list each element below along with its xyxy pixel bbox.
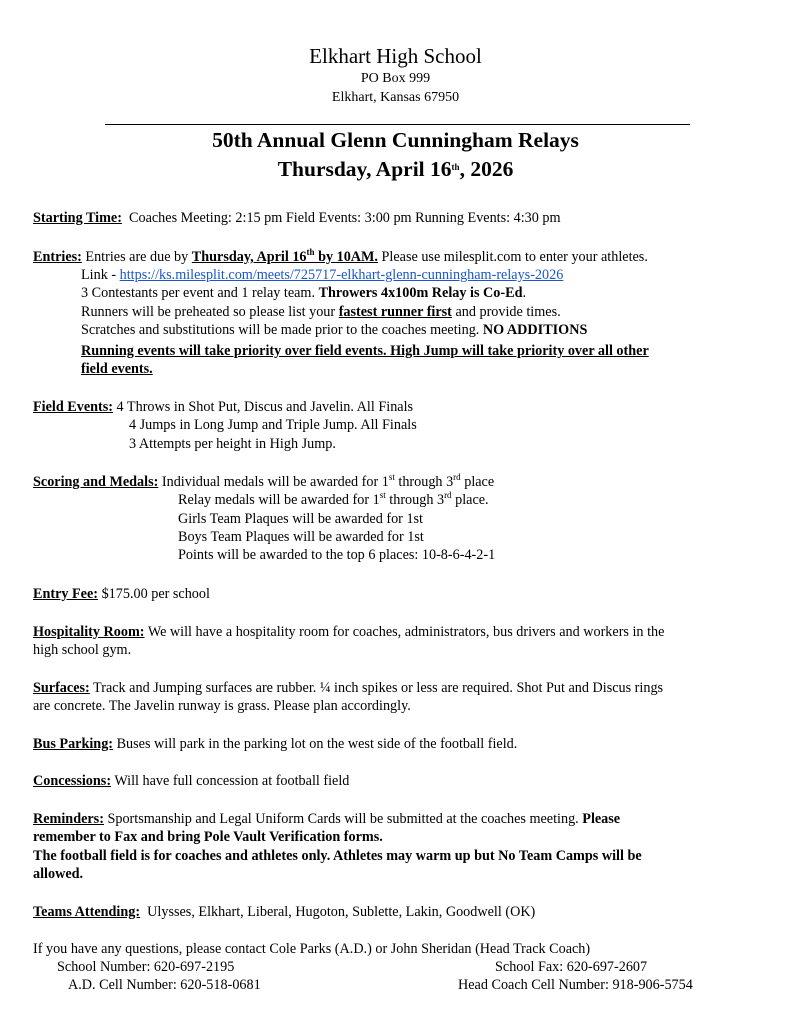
entries-line-5: Scratches and substitutions will be made prior to the coaches meeting. NO ADDITIONS — [81, 322, 588, 338]
entries-line-3: 3 Contestants per event and 1 relay team. Throwers 4x100m Relay is Co-Ed. — [81, 285, 527, 301]
scoring-line-5: Points will be awarded to the top 6 places: 10-8-6-4-2-1 — [178, 547, 496, 563]
teams-attending-line: Teams Attending: Ulysses, Elkhart, Liberal, Hugoton, Sublette, Lakin, Goodwell (OK) — [33, 904, 536, 920]
teams-attending-label: Teams Attending: — [33, 904, 141, 920]
field-events-label: Field Events: — [33, 399, 113, 415]
scoring-line-3: Girls Team Plaques will be awarded for 1st — [178, 511, 423, 527]
starting-time-label: Starting Time: — [33, 210, 122, 226]
entries-line-1: Entries: Entries are due by Thursday, April 16th by 10AM. Please use milesplit.com to enter your athletes. — [33, 247, 648, 265]
surfaces-label: Surfaces: — [33, 680, 90, 696]
scoring-line-1: Scoring and Medals: Individual medals will be awarded for 1st through 3rd place — [33, 472, 495, 490]
starting-time-line: Starting Time: Coaches Meeting: 2:15 pm Field Events: 3:00 pm Running Events: 4:30 pm — [33, 210, 561, 226]
header-divider — [105, 124, 690, 125]
entries-label: Entries: — [33, 249, 82, 265]
scoring-label: Scoring and Medals: — [33, 474, 159, 490]
head-coach-cell-number: Head Coach Cell Number: 918-906-5754 — [458, 977, 693, 993]
entries-line-4: Runners will be preheated so please list your fastest runner first and provide times. — [81, 304, 561, 320]
surfaces-line-2: are concrete. The Javelin runway is grass. Please plan accordingly. — [33, 698, 411, 714]
field-events-line-2: 4 Jumps in Long Jump and Triple Jump. All Finals — [129, 417, 417, 433]
reminders-line-3: The football field is for coaches and athletes only. Athletes may warm up but No Team Camps will be — [33, 848, 642, 864]
entries-line-6: Running events will take priority over field events. High Jump will take priority over all other — [81, 343, 649, 359]
milesplit-link[interactable]: https://ks.milesplit.com/meets/725717-elkhart-glenn-cunningham-relays-2026 — [119, 267, 564, 283]
event-title: 50th Annual Glenn Cunningham Relays — [212, 128, 579, 152]
hospitality-line-1: Hospitality Room: We will have a hospitality room for coaches, administrators, bus drivers and workers in the — [33, 624, 665, 640]
surfaces-line-1: Surfaces: Track and Jumping surfaces are rubber. ¼ inch spikes or less are required. Shot Put and Discus rings — [33, 680, 664, 696]
ad-cell-number: A.D. Cell Number: 620-518-0681 — [68, 977, 261, 993]
reminders-label: Reminders: — [33, 811, 104, 827]
entries-link-line: Link - https://ks.milesplit.com/meets/725717-elkhart-glenn-cunningham-relays-2026 — [81, 267, 564, 283]
reminders-line-4: allowed. — [33, 866, 84, 882]
address-line-2: Elkhart, Kansas 67950 — [331, 90, 460, 105]
scoring-line-4: Boys Team Plaques will be awarded for 1st — [178, 529, 424, 545]
entry-fee-label: Entry Fee: — [33, 586, 99, 602]
concessions-line: Concessions: Will have full concession at football field — [33, 773, 350, 789]
field-events-line-1: Field Events: 4 Throws in Shot Put, Discus and Javelin. All Finals — [33, 399, 414, 415]
bus-parking-line: Bus Parking: Buses will park in the parking lot on the west side of the football field. — [33, 736, 518, 752]
event-date: Thursday, April 16th, 2026 — [277, 157, 514, 181]
bus-parking-label: Bus Parking: — [33, 736, 114, 752]
concessions-label: Concessions: — [33, 773, 112, 789]
scoring-line-2: Relay medals will be awarded for 1st through 3rd place. — [178, 490, 489, 508]
entries-line-7: field events. — [81, 361, 153, 377]
contact-intro: If you have any questions, please contact Cole Parks (A.D.) or John Sheridan (Head Track Coach) — [33, 941, 591, 957]
reminders-line-1: Reminders: Sportsmanship and Legal Uniform Cards will be submitted at the coaches meeting. Please — [33, 811, 621, 827]
address-line-1: PO Box 999 — [360, 71, 431, 86]
school-fax: School Fax: 620-697-2607 — [495, 959, 648, 975]
school-number: School Number: 620-697-2195 — [57, 959, 235, 975]
hospitality-line-2: high school gym. — [33, 642, 132, 658]
hospitality-label: Hospitality Room: — [33, 624, 145, 640]
field-events-line-3: 3 Attempts per height in High Jump. — [129, 436, 336, 452]
reminders-line-2: remember to Fax and bring Pole Vault Verification forms. — [33, 829, 383, 845]
entry-fee-line: Entry Fee: $175.00 per school — [33, 586, 210, 602]
school-name: Elkhart High School — [309, 44, 482, 68]
